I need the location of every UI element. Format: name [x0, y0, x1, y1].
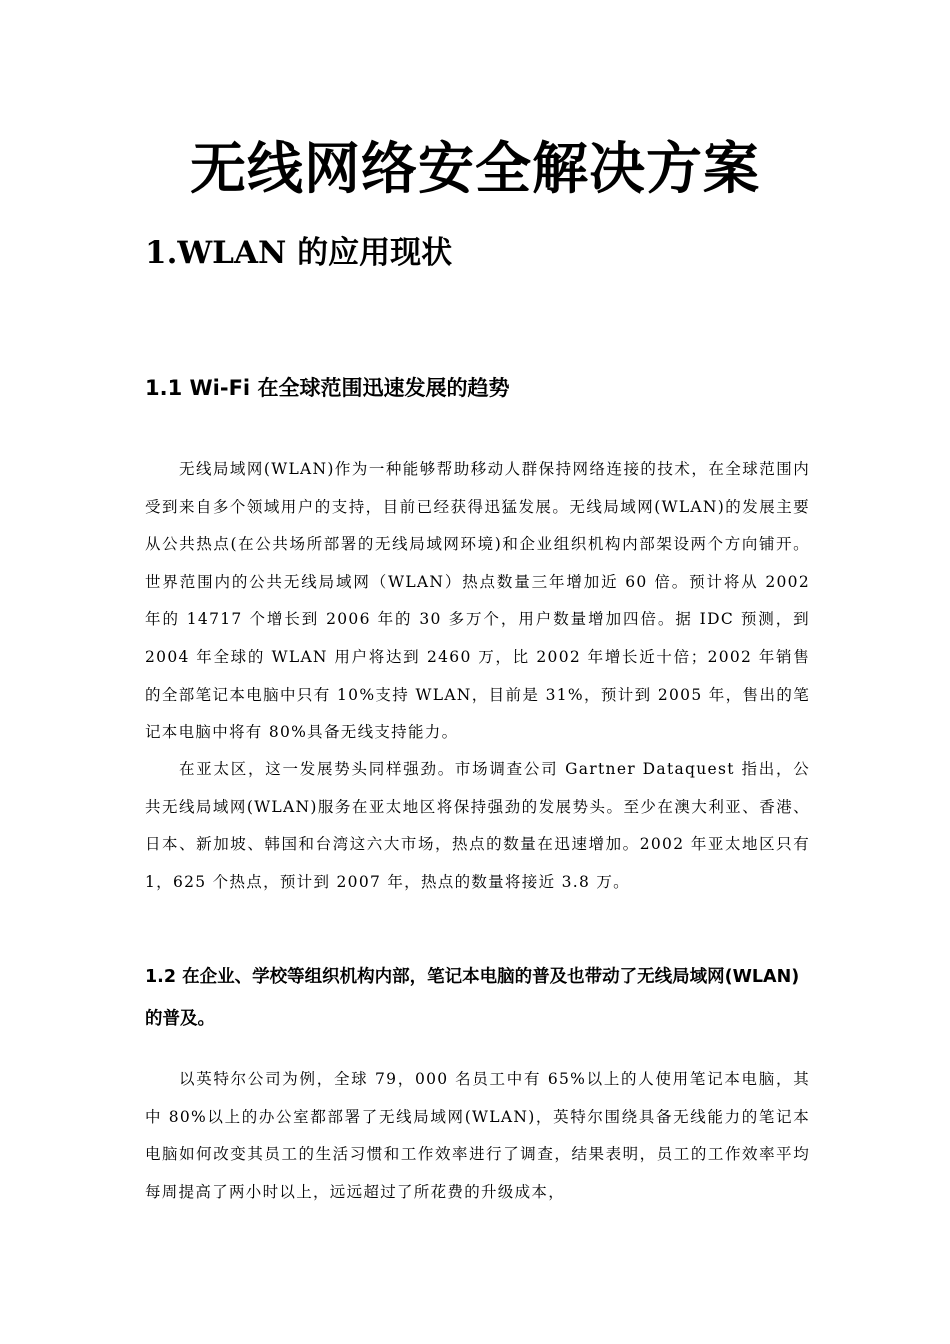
section-heading-1: 1.WLAN 的应用现状 — [145, 235, 453, 271]
section-heading-1-2: 1.2 在企业、学校等组织机构内部，笔记本电脑的普及也带动了无线局域网(WLAN)的普及。 — [145, 967, 800, 1029]
paragraph-wlan-growth: 无线局域网(WLAN)作为一种能够帮助移动人群保持网络连接的技术，在全球范围内受到来自多个领域用户的支持，目前已经获得迅猛发展。无线局域网(WLAN)的发展主要从公共热点(在公共场所部署的无线局域网环境)和企业组织机构内部架设两个方向铺开。世界范围内的公共无线局域网（WLAN）热点数量三年增加近 60 倍。预计将从 2002 年的 14717 个增长到 2006 年的 30 多万个，用户数量增加四倍。据 IDC 预测，到 2004 年全球的 WLAN 用户将达到 2460 万，比 2002 年增长近十倍；2002 年销售的全部笔记本电脑中只有 10%支持 WLAN，目前是 31%，预计到 2005 年，售出的笔记本电脑中将有 80%具备无线支持能力。 — [145, 460, 810, 742]
document-title: 无线网络安全解决方案 — [190, 137, 760, 202]
section-heading-1-1: 1.1 Wi-Fi 在全球范围迅速发展的趋势 — [145, 376, 510, 400]
paragraph-asia-pacific: 在亚太区，这一发展势头同样强劲。市场调查公司 Gartner Dataquest 指出，公共无线局域网(WLAN)服务在亚太地区将保持强劲的发展势头。至少在澳大利亚、香港、日本、新加坡、韩国和台湾这六大市场，热点的数量在迅速增加。2002 年亚太地区只有 1，625 个热点，预计到 2007 年，热点的数量将接近 3.8 万。 — [145, 760, 810, 891]
paragraph-intel-example: 以英特尔公司为例，全球 79，000 名员工中有 65%以上的人使用笔记本电脑，其中 80%以上的办公室都部署了无线局域网(WLAN)，英特尔围绕具备无线能力的笔记本电脑如何改变其员工的生活习惯和工作效率进行了调查，结果表明，员工的工作效率平均每周提高了两小时以上，远远超过了所花费的升级成本， — [145, 1070, 810, 1201]
